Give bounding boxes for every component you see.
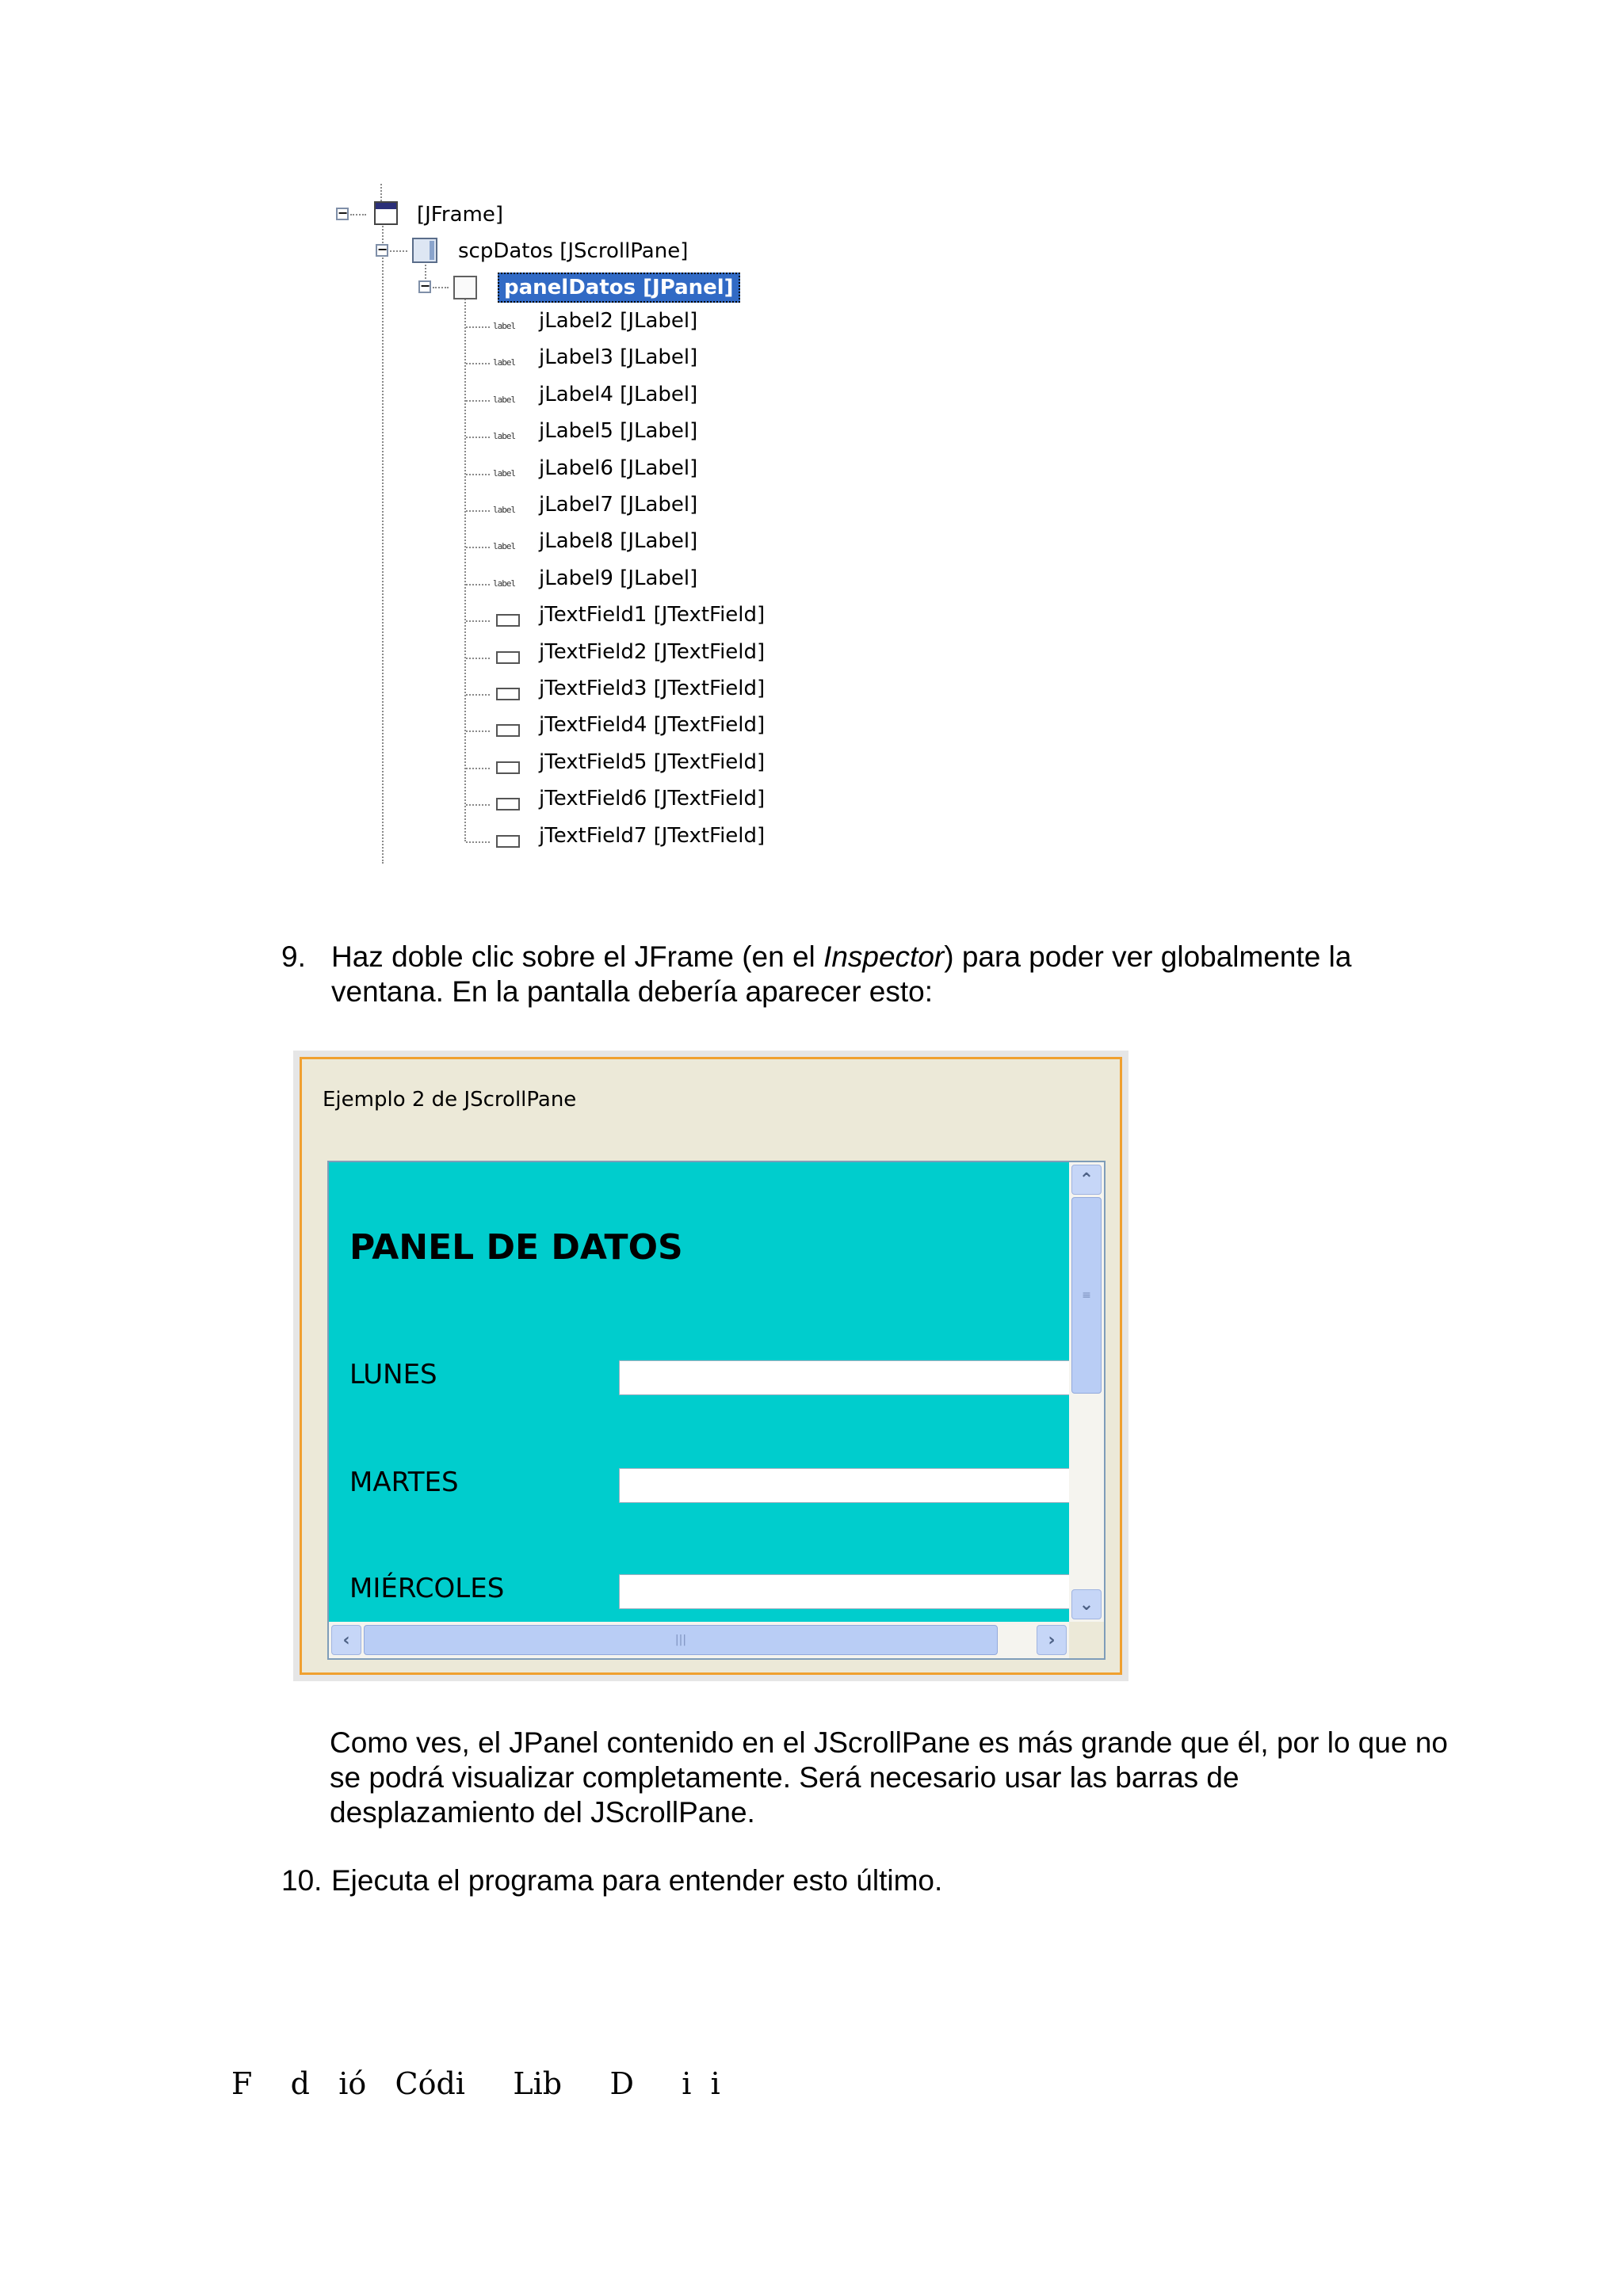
label-lunes: LUNES bbox=[349, 1359, 437, 1390]
chevron-up-icon[interactable]: ⌃ bbox=[1071, 1165, 1102, 1195]
tree-connector bbox=[466, 547, 490, 548]
step9-text: ) para poder ver globalmente la bbox=[944, 940, 1352, 973]
label-icon: label bbox=[493, 505, 516, 515]
textfield-martes[interactable] bbox=[619, 1468, 1069, 1503]
chevron-left-icon[interactable]: ‹ bbox=[331, 1625, 361, 1655]
textfield-lunes[interactable] bbox=[619, 1360, 1069, 1395]
tree-connector bbox=[466, 768, 490, 769]
tree-node-child[interactable]: jLabel3 [JLabel] bbox=[539, 345, 698, 369]
tree-node-child[interactable]: jTextField7 [JTextField] bbox=[539, 824, 766, 848]
tree-connector bbox=[466, 804, 490, 806]
label-icon: label bbox=[493, 578, 516, 589]
collapse-toggle[interactable]: − bbox=[420, 278, 431, 293]
tree-node-child[interactable]: jTextField4 [JTextField] bbox=[539, 713, 766, 737]
tree-node-child[interactable]: jTextField6 [JTextField] bbox=[539, 787, 766, 810]
tree-guide-line bbox=[382, 223, 384, 864]
step10-text: Ejecuta el programa para entender esto último. bbox=[331, 1864, 943, 1897]
explanation-line: se podrá visualizar completamente. Será necesario usar las barras de bbox=[330, 1761, 1239, 1794]
chevron-down-icon[interactable]: ⌄ bbox=[1071, 1589, 1102, 1619]
jframe-icon bbox=[374, 201, 398, 225]
collapse-toggle[interactable]: − bbox=[338, 205, 349, 220]
tree-connector bbox=[466, 730, 490, 732]
label-miercoles: MIÉRCOLES bbox=[349, 1573, 505, 1604]
explanation-line: Como ves, el JPanel contenido en el JScrollPane es más grande que él, por lo que no bbox=[330, 1726, 1448, 1759]
step9-line2: ventana. En la pantalla debería aparecer esto: bbox=[331, 975, 934, 1008]
window-frame bbox=[300, 1057, 1122, 1675]
tree-node-child[interactable]: jTextField5 [JTextField] bbox=[539, 750, 766, 774]
tree-node-child[interactable]: jTextField2 [JTextField] bbox=[539, 640, 766, 664]
tree-node-child[interactable]: jLabel5 [JLabel] bbox=[539, 419, 698, 443]
scroll-corner bbox=[1069, 1622, 1104, 1658]
page-footer: F d ió Códi Lib D i i bbox=[231, 2066, 720, 2101]
vertical-scrollbar[interactable] bbox=[1069, 1162, 1104, 1622]
tree-node-child[interactable]: jLabel4 [JLabel] bbox=[539, 383, 698, 406]
tree-connector bbox=[466, 584, 490, 585]
list-number: 10. bbox=[281, 1864, 323, 1897]
step9-line1 bbox=[331, 940, 1351, 974]
tree-node-paneldatos-selected[interactable]: panelDatos [JPanel] bbox=[498, 273, 740, 303]
window-title: Ejemplo 2 de JScrollPane bbox=[323, 1088, 577, 1112]
tree-connector bbox=[433, 287, 449, 288]
tree-connector bbox=[466, 326, 490, 328]
collapse-toggle[interactable]: − bbox=[377, 242, 388, 257]
tree-connector bbox=[350, 214, 366, 215]
tree-connector bbox=[466, 510, 490, 512]
label-icon: label bbox=[493, 321, 516, 331]
label-martes: MARTES bbox=[349, 1466, 459, 1498]
chevron-right-icon[interactable]: › bbox=[1037, 1625, 1067, 1655]
tree-node-child[interactable]: jTextField3 [JTextField] bbox=[539, 677, 766, 700]
tree-node-child[interactable]: jLabel9 [JLabel] bbox=[539, 566, 698, 590]
tree-node-child[interactable]: jLabel8 [JLabel] bbox=[539, 529, 698, 553]
panel-title: PANEL DE DATOS bbox=[349, 1227, 683, 1268]
tree-connector bbox=[466, 658, 490, 659]
horizontal-scrollbar[interactable] bbox=[329, 1622, 1069, 1658]
tree-node-child[interactable]: jLabel7 [JLabel] bbox=[539, 493, 698, 517]
inspector-tree bbox=[325, 187, 769, 868]
tree-guide-line bbox=[464, 290, 466, 841]
scrollpane-icon bbox=[412, 238, 437, 263]
list-number: 9. bbox=[281, 940, 306, 973]
tree-node-child[interactable]: jLabel2 [JLabel] bbox=[539, 309, 698, 333]
label-icon: label bbox=[493, 541, 516, 551]
tree-connector bbox=[466, 400, 490, 402]
tree-connector bbox=[466, 437, 490, 438]
tree-connector bbox=[466, 620, 490, 622]
tree-node-scpdatos[interactable]: scpDatos [JScrollPane] bbox=[458, 239, 689, 263]
textfield-icon bbox=[496, 614, 520, 627]
textfield-miercoles[interactable] bbox=[619, 1574, 1069, 1609]
tree-connector bbox=[390, 250, 407, 252]
label-icon: label bbox=[493, 431, 516, 441]
tree-connector bbox=[466, 841, 490, 843]
jpanel-icon bbox=[453, 276, 477, 299]
tree-node-child[interactable]: jLabel6 [JLabel] bbox=[539, 456, 698, 480]
textfield-icon bbox=[496, 651, 520, 664]
textfield-icon bbox=[496, 835, 520, 848]
tree-node-child[interactable]: jTextField1 [JTextField] bbox=[539, 603, 766, 627]
textfield-icon bbox=[496, 798, 520, 810]
step9-italic: Inspector bbox=[823, 940, 945, 973]
textfield-icon bbox=[496, 761, 520, 774]
vertical-scroll-thumb[interactable]: ≡ bbox=[1071, 1197, 1102, 1394]
textfield-icon bbox=[496, 688, 520, 700]
label-icon: label bbox=[493, 395, 516, 405]
window-screenshot bbox=[293, 1051, 1128, 1681]
label-icon: label bbox=[493, 357, 516, 368]
explanation-line: desplazamiento del JScrollPane. bbox=[330, 1796, 755, 1829]
scroll-pane[interactable] bbox=[327, 1161, 1106, 1660]
textfield-icon bbox=[496, 724, 520, 737]
tree-connector bbox=[466, 474, 490, 475]
tree-connector bbox=[466, 694, 490, 696]
step9-text: Haz doble clic sobre el JFrame (en el bbox=[331, 940, 824, 973]
label-icon: label bbox=[493, 468, 516, 479]
tree-connector bbox=[466, 363, 490, 364]
tree-node-jframe[interactable]: [JFrame] bbox=[417, 203, 503, 227]
panel-datos bbox=[329, 1162, 1069, 1622]
horizontal-scroll-thumb[interactable]: ||| bbox=[364, 1625, 998, 1655]
